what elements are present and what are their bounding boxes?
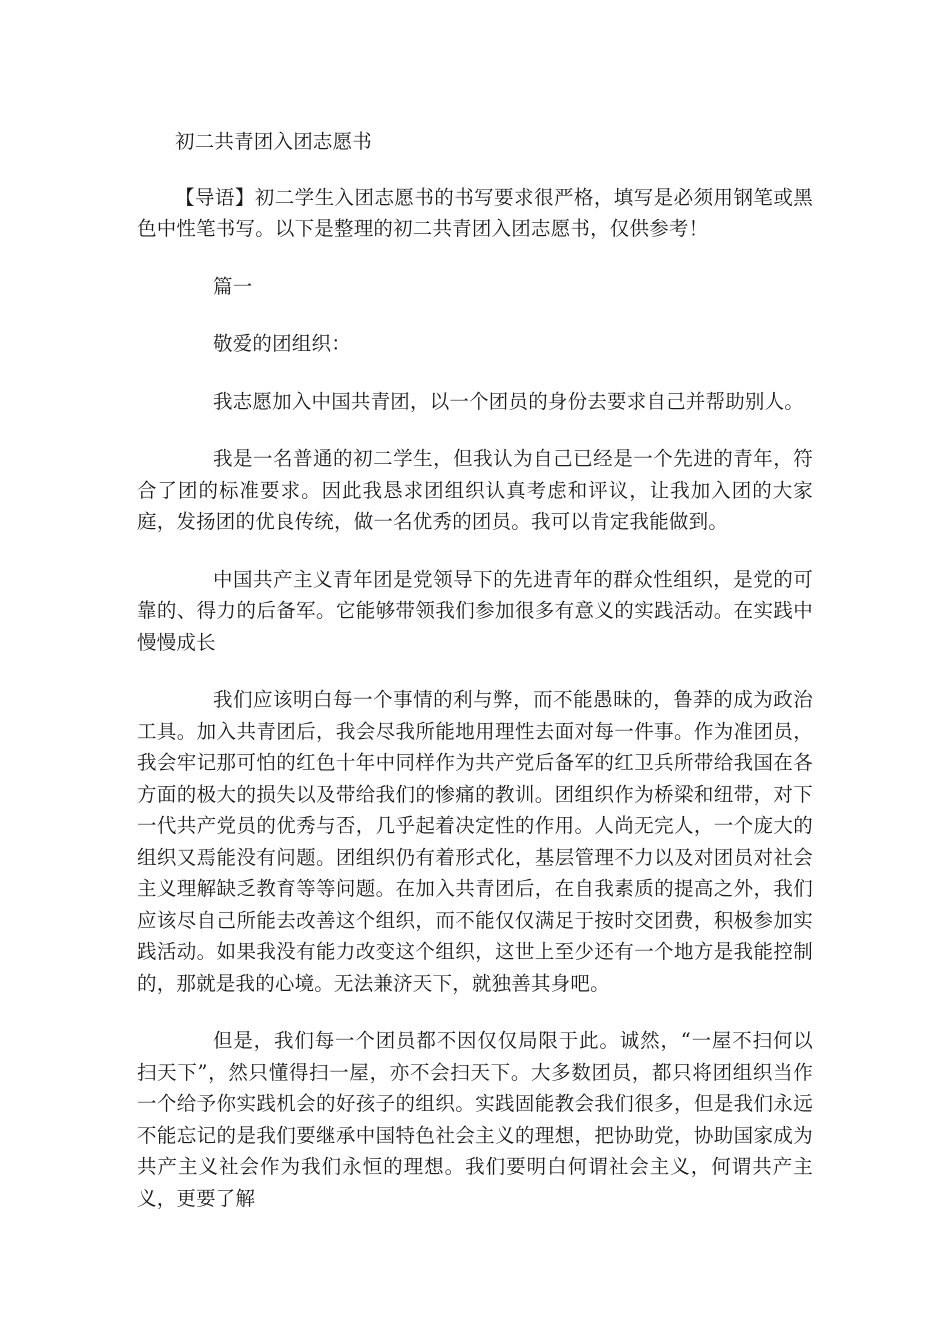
body-paragraph-3: 中国共产主义青年团是党领导下的先进青年的群众性组织，是党的可靠的、得力的后备军。它能够带领我们参加很多有意义的实践活动。在实践中慢慢成长	[137, 567, 813, 654]
body-paragraph-4: 我们应该明白每一个事情的利与弊，而不能愚昧的，鲁莽的成为政治工具。加入共青团后，我会尽我所能地用理性去面对每一件事。作为准团员，我会牢记那可怕的红色十年中同样作为共产党后备军的红卫兵所带给我国在各方面的极大的损失以及带给我们的惨痛的教训。团组织作为桥梁和纽带，对下一代共产党员的优秀与否，几乎起着决定性的作用。人尚无完人，一个庞大的组织又焉能没有问题。团组织仍有着形式化，基层管理不力以及对团员对社会主义理解缺乏教育等等问题。在加入共青团后，在自我素质的提高之外，我们应该尽自己所能去改善这个组织，而不能仅仅满足于按时交团费，积极参加实践活动。如果我没有能力改变这个组织，这世上至少还有一个地方是我能控制的，那就是我的心境。无法兼济天下，就独善其身吧。	[137, 688, 813, 995]
body-paragraph-5: 但是，我们每一个团员都不因仅仅局限于此。诚然，“一屋不扫何以扫天下”，然只懂得扫一屋，亦不会扫天下。大多数团员，都只将团组织当作一个给予你实践机会的好孩子的组织。实践固能教会我们很多，但是我们永远不能忘记的是我们要继承中国特色社会主义的理想，把协助党，协助国家成为共产主义社会作为我们永恒的理想。我们要明白何谓社会主义，何谓共产主义，更要了解	[137, 1029, 813, 1210]
intro-paragraph: 【导语】初二学生入团志愿书的书写要求很严格，填写是必须用钢笔或黑色中性笔书写。以下是整理的初二共青团入团志愿书，仅供参考！	[137, 185, 813, 240]
document-body	[137, 126, 813, 1240]
body-paragraph-2: 我是一名普通的初二学生，但我认为自己已经是一个先进的青年，符合了团的标准要求。因此我恳求团组织认真考虑和评议，让我加入团的大家庭，发扬团的优良传统，做一名优秀的团员。我可以肯定我能做到。	[137, 447, 813, 533]
salutation: 敬爱的团组织：	[213, 332, 351, 355]
section-label: 篇一	[213, 274, 253, 298]
document-title: 初二共青团入团志愿书	[175, 130, 373, 153]
body-paragraph-1: 我志愿加入中国共青团，以一个团员的身份去要求自己并帮助别人。	[213, 389, 805, 413]
